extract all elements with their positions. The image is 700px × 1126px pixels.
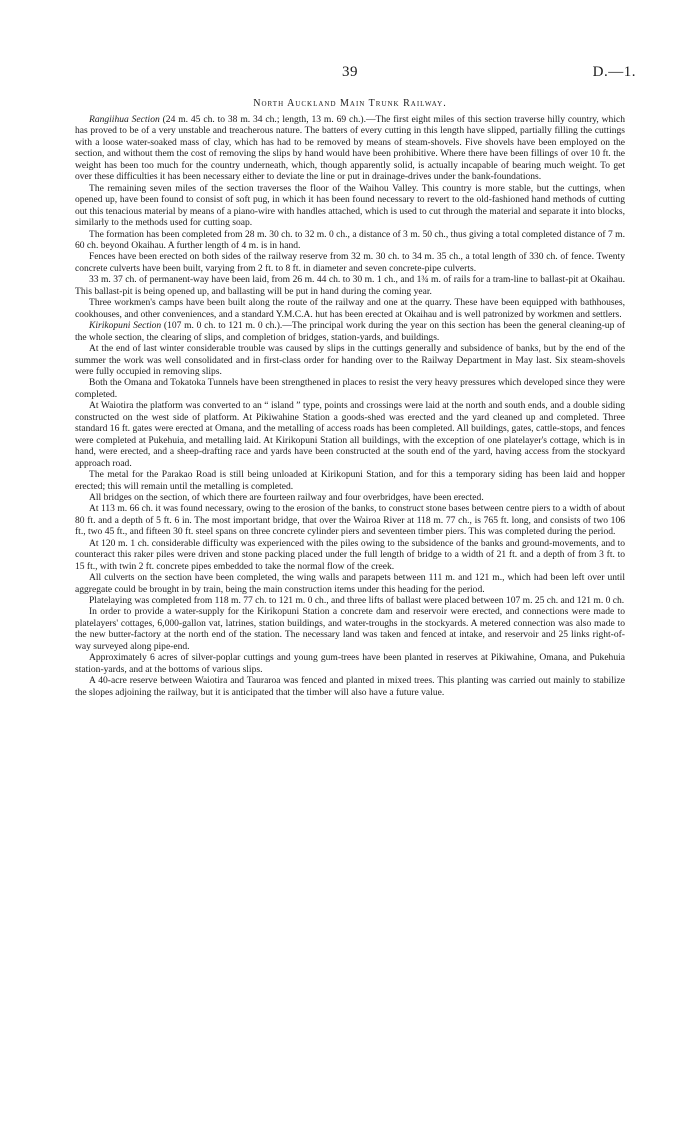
paragraph-text: Fences have been erected on both sides of the railway reserve from 32 m. 30 ch. to 34 m. 35 ch., a total length of 330 ch. of fence. Twenty concrete culverts have been built, varying from 2 ft. to 8 ft. in diameter and seven concrete-pipe culverts. [75, 251, 625, 274]
paragraph-text: At Waiotira the platform was converted to an “ island ” type, points and crossings were laid at the north and south ends, and a double siding constructed on the west side of platform. At Pikiwahine Station a goods-shed was erected and the yard cleaned up and completed. Three standard 16 ft. gates were erected at Omana, and the metalling of access roads has been completed. All buildings, gates, cattle-stops, and fences were completed at Pukehuia, and metalling laid. At Kirikopuni Station all buildings, with the exception of one platelayer's cottage, which is in hand, were erected, and a sheep-drafting race and yards have been constructed at the south end of the yard, having access from the stockyard approach road. [75, 400, 625, 469]
paragraph [75, 320, 625, 343]
paragraph-text: (24 m. 45 ch. to 38 m. 34 ch.; length, 13 m. 69 ch.).—The first eight miles of this section traverse hilly country, which has proved to be of a very unstable and treacherous nature. The batters of every cutting in this length have slipped, partially filling the cuttings with a loose water-soaked mass of clay, which has had to be removed by means of steam-shovels. Five shovels have been employed on the section, and without them the cost of removing the slips by hand would have been prohibitive. Where there have been fillings of over 10 ft. the weight has been too much for the country underneath, which, though apparently solid, is actually incapable of bearing much weight. To get over these difficulties it has been necessary either to deviate the line or put in drainage-drives under the bank-foundations. [75, 114, 625, 183]
paragraph-text: At the end of last winter considerable trouble was caused by slips in the cuttings generally and subsidence of banks, but by the end of the summer the work was well consolidated and in first-class order for handing over to the Railway Department in May last. Six steam-shovels were fully occupied in removing slips. [75, 343, 625, 377]
paragraph-text: (107 m. 0 ch. to 121 m. 0 ch.).—The principal work during the year on this section has been the general cleaning-up of the whole section, the clearing of slips, and completion of bridges, station-yards, and buildings. [75, 320, 626, 343]
paragraph [75, 297, 625, 320]
paragraph [75, 675, 625, 698]
paragraph [75, 229, 625, 252]
paragraph-text: The metal for the Parakao Road is still being unloaded at Kirikopuni Station, and for this a temporary siding has been laid and hopper erected; this will remain until the metalling is completed. [75, 469, 625, 492]
paragraph [75, 274, 625, 297]
paragraph [75, 606, 625, 652]
body-text [75, 114, 625, 698]
paragraph [75, 183, 625, 229]
document-reference: D.—1. [592, 64, 636, 80]
paragraph-text: All culverts on the section have been completed, the wing walls and parapets between 111 m. and 121 m., which had been left over until aggregate could be brought in by train, being the main construction items under this heading for the period. [75, 572, 625, 595]
paragraph-text: All bridges on the section, of which there are fourteen railway and four overbridges, have been erected. [89, 491, 484, 503]
paragraph-text: At 120 m. 1 ch. considerable difficulty was experienced with the piles owing to the subsidence of the banks and ground-movements, and to counteract this raker piles were driven and stone packing placed under the full length of bridge to a width of 21 ft. and a depth of from 3 ft. to 15 ft., with twin 2 ft. concrete pipes embedded to take the normal flow of the creek. [75, 537, 625, 572]
paragraph-text: Both the Omana and Tokatoka Tunnels have been strengthened in places to resist the very heavy pressures which developed since they were completed. [75, 377, 625, 400]
section-lead: Kirikopuni Section [89, 320, 162, 332]
paragraph [75, 595, 625, 606]
paragraph-text: In order to provide a water-supply for the Kirikopuni Station a concrete dam and reservoir were erected, and connections were made to platelayers' cottages, 6,000-gallon vat, latrines, station buildings, and water-troughs in the stockyards. A metered connection was also made to the new butter-factory at the north end of the station. The necessary land was taken and fenced at intake, and reservoir and 25 links right-of-way surveyed along pipe-end. [75, 606, 625, 652]
paragraph-text: Approximately 6 acres of silver-poplar cuttings and young gum-trees have been planted in reserves at Pikiwahine, Omana, and Pukehuia station-yards, and at the bottoms of various slips. [75, 652, 625, 675]
paragraph-text: The remaining seven miles of the section traverses the floor of the Waihou Valley. This country is more stable, but the cuttings, when opened up, have been found to consist of soft pug, in which it has been found necessary to revert to the old-fashioned hand methods of cutting out this tenacious material by means of a piano-wire with handles attached, which is used to cut through the material and separate it into blocks, similarly to the methods used for cutting soap. [75, 182, 625, 229]
paragraph [75, 400, 625, 469]
paragraph [75, 503, 625, 537]
paragraph [75, 652, 625, 675]
paragraph [75, 377, 625, 400]
paragraph-text: The formation has been completed from 28 m. 30 ch. to 32 m. 0 ch., a distance of 3 m. 50 ch., thus giving a total completed distance of 7 m. 60 ch. beyond Okaihau. A further length of 4 m. is in hand. [75, 228, 625, 251]
paragraph [75, 343, 625, 377]
section-title: North Auckland Main Trunk Railway. [253, 98, 447, 109]
paragraph [75, 538, 625, 572]
paragraph [75, 251, 625, 274]
paragraph-text: 33 m. 37 ch. of permanent-way have been laid, from 26 m. 44 ch. to 30 m. 1 ch., and 1¾ m. of rails for a tram-line to ballast-pit at Okaihau. This ballast-pit is being opened up, and ballasting will be put in hand during the coming year. [75, 274, 625, 297]
paragraph-text: Three workmen's camps have been built along the route of the railway and one at the quarry. These have been equipped with bathhouses, cookhouses, and other conveniences, and a standard Y.M.C.A. hut has been erected at Okaihau and is well patronized by workmen and settlers. [75, 297, 625, 320]
section-lead: Rangiihua Section [89, 114, 160, 125]
paragraph-text: Platelaying was completed from 118 m. 77 ch. to 121 m. 0 ch., and three lifts of ballast were placed between 107 m. 25 ch. and 121 m. 0 ch. [89, 595, 625, 607]
paragraph-text: At 113 m. 66 ch. it was found necessary, owing to the erosion of the banks, to construct stone bases between centre piers to a width of about 80 ft. and a depth of 5 ft. 6 in. The most important bridge, that over the Wairoa River at 118 m. 77 ch., is 765 ft. long, and consists of two 106 ft., two 45 ft., and fifteen 30 ft. steel spans on three concrete cylinder piers and seventeen timber piers. This was completed during the period. [75, 503, 625, 538]
paragraph [75, 469, 625, 492]
paragraph-text: A 40-acre reserve between Waiotira and Tauraroa was fenced and planted in mixed trees. This planting was carried out mainly to stabilize the slopes adjoining the railway, but it is anticipated that the timber will also have a future value. [75, 675, 625, 698]
paragraph [75, 492, 625, 503]
paragraph [75, 114, 625, 183]
page-number: 39 [342, 64, 358, 80]
paragraph [75, 572, 625, 595]
